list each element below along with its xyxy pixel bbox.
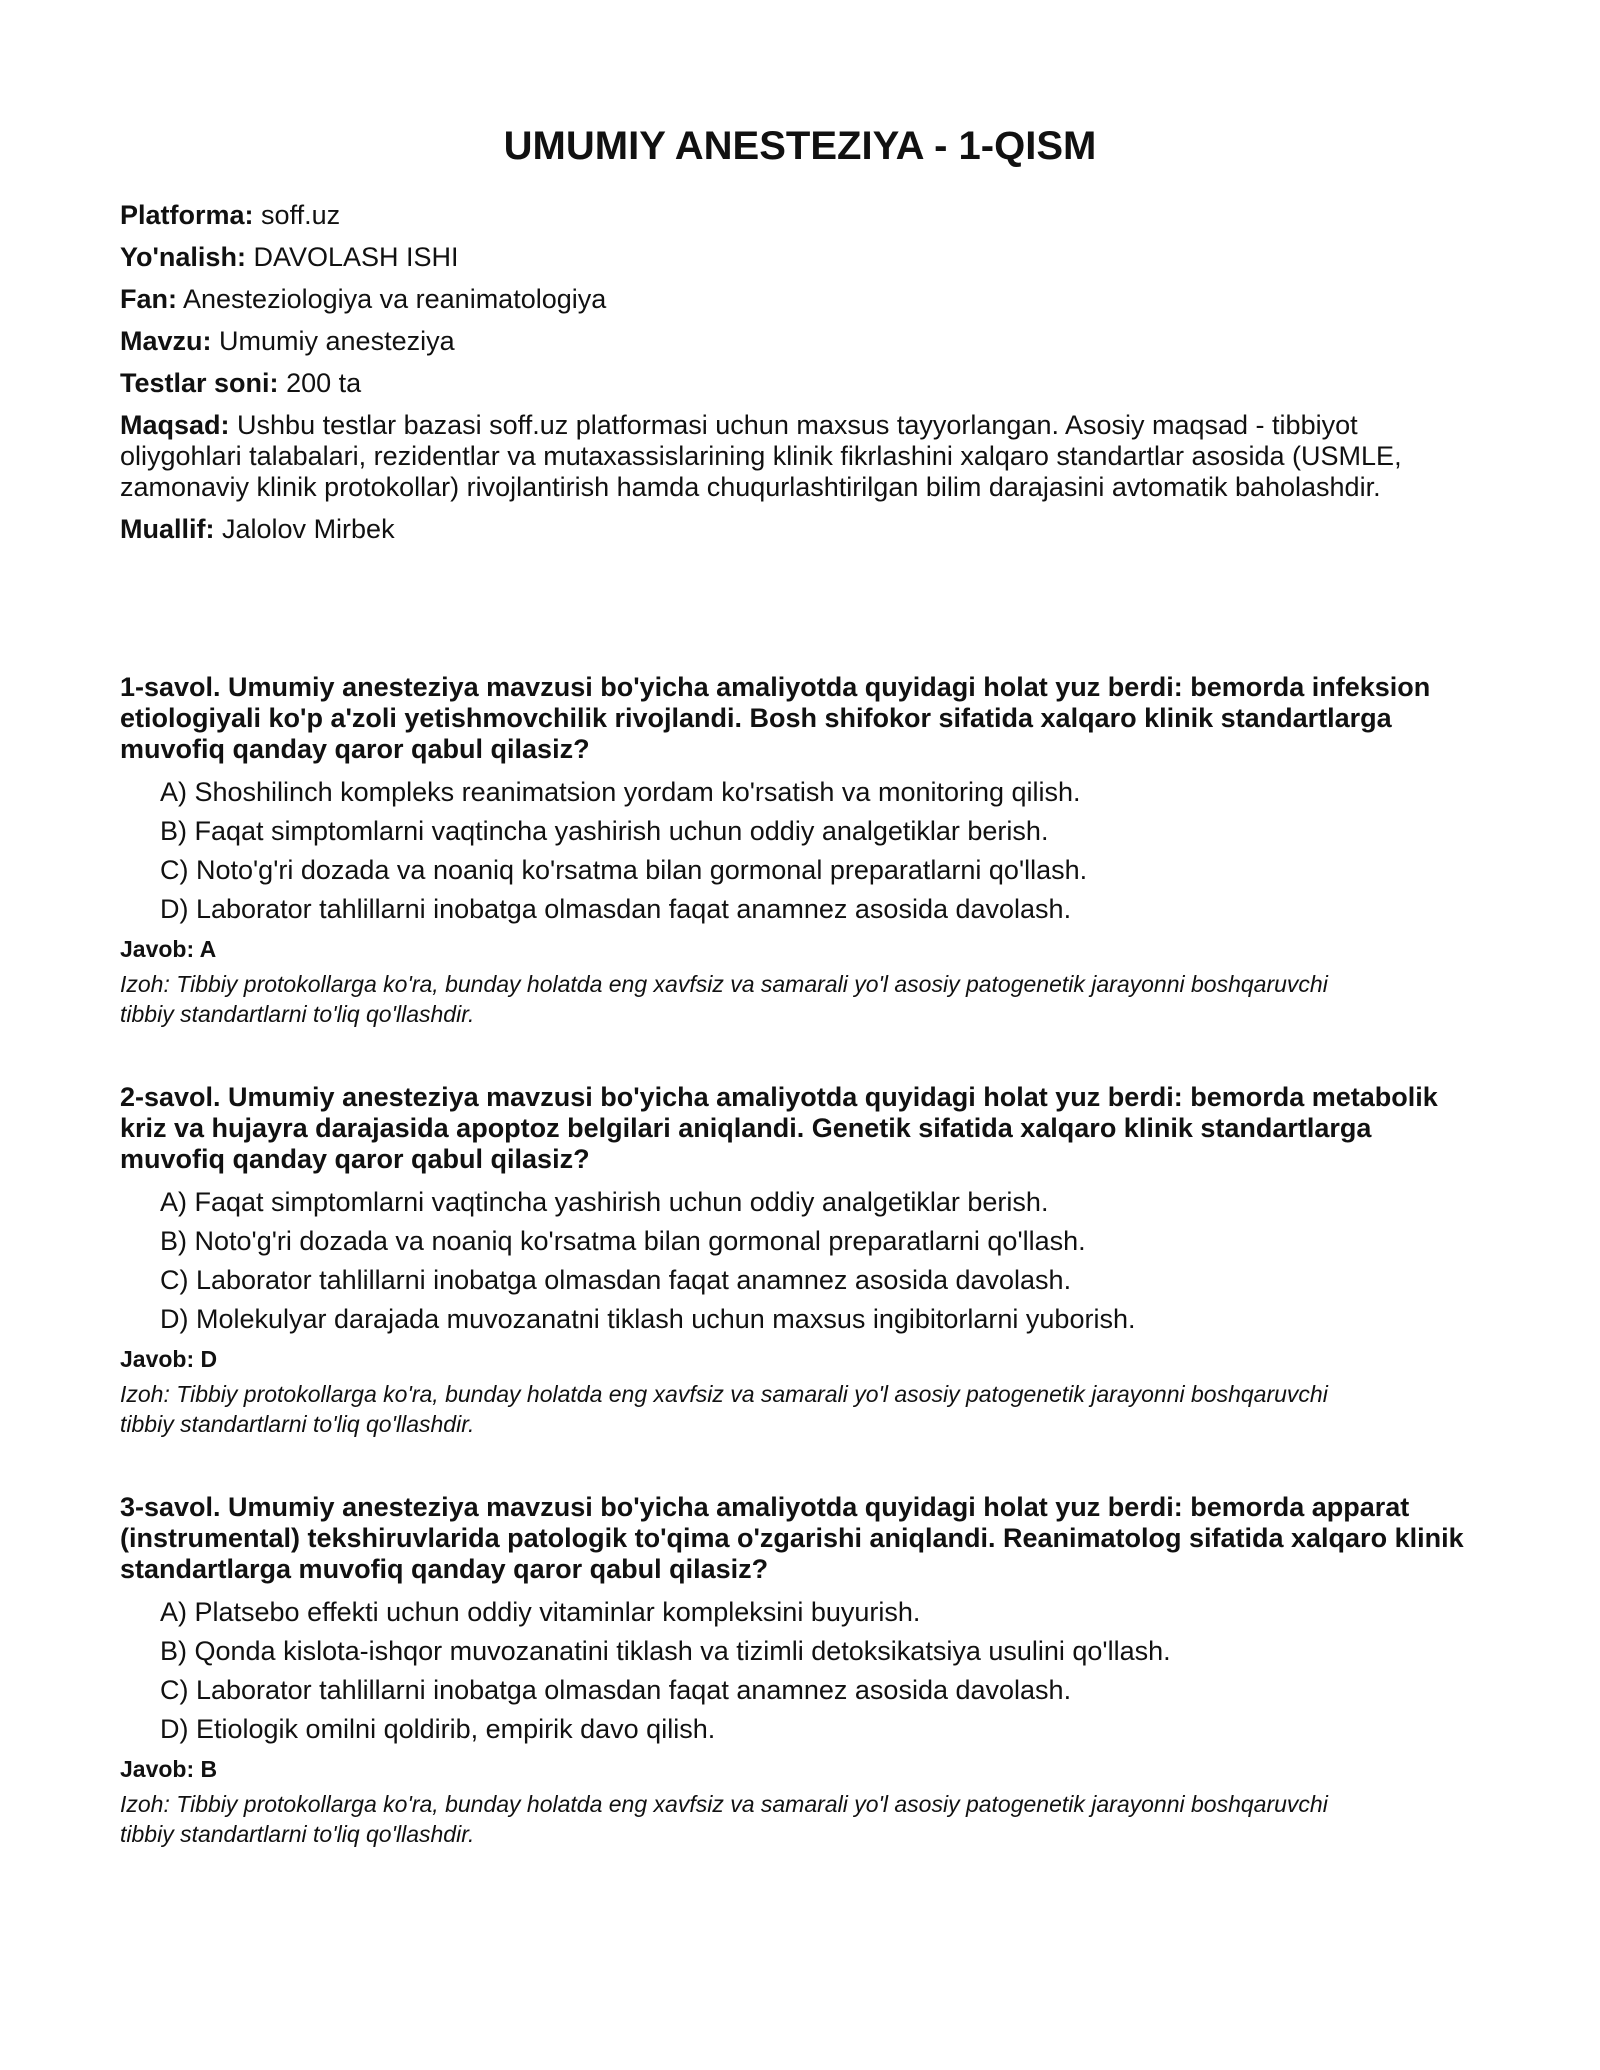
option-d: D) Laborator tahlillarni inobatga olmasdan faqat anamnez asosida davolash. bbox=[160, 894, 1072, 924]
meta-subject bbox=[120, 284, 1480, 315]
meta-value: DAVOLASH ISHI bbox=[253, 242, 459, 272]
meta-direction bbox=[120, 242, 1480, 273]
answer-explanation: Izoh: Tibbiy protokollarga ko'ra, bunday holatda eng xavfsiz va samarali yo'l asosiy patogenetik jarayonni boshqaruvchi tibbiy standartlarni to'liq qo'llashdir. bbox=[120, 1791, 1328, 1847]
correct-answer: Javob: D bbox=[120, 1346, 218, 1372]
answer-options bbox=[120, 1187, 1480, 1335]
option-d: D) Etiologik omilni qoldirib, empirik davo qilish. bbox=[160, 1714, 716, 1744]
option-b: B) Faqat simptomlarni vaqtincha yashirish uchun oddiy analgetiklar berish. bbox=[160, 816, 1049, 846]
question-3 bbox=[120, 1492, 1480, 1902]
meta-value: Jalolov Mirbek bbox=[222, 514, 395, 544]
question-list bbox=[120, 672, 1480, 1902]
answer-options bbox=[120, 777, 1480, 925]
meta-label: Platforma: bbox=[120, 200, 254, 230]
option-c: C) Laborator tahlillarni inobatga olmasdan faqat anamnez asosida davolash. bbox=[160, 1675, 1072, 1705]
question-2 bbox=[120, 1082, 1480, 1492]
meta-purpose bbox=[120, 410, 1480, 503]
question-1 bbox=[120, 672, 1480, 1082]
question-text: 2-savol. Umumiy anesteziya mavzusi bo'yicha amaliyotda quyidagi holat yuz berdi: bemorda metabolik kriz va hujayra darajasida apoptoz belgilari aniqlandi. Genetik sifatida xalqaro klinik standartlarga muvofiq qanday qaror qabul qilasiz? bbox=[120, 1082, 1438, 1174]
meta-label: Fan: bbox=[120, 284, 177, 314]
answer-options bbox=[120, 1597, 1480, 1745]
meta-label: Yo'nalish: bbox=[120, 242, 246, 272]
option-a: A) Shoshilinch kompleks reanimatsion yordam ko'rsatish va monitoring qilish. bbox=[160, 777, 1081, 807]
question-text: 3-savol. Umumiy anesteziya mavzusi bo'yicha amaliyotda quyidagi holat yuz berdi: bemorda apparat (instrumental) tekshiruvlarida patologik to'qima o'zgarishi aniqlandi. Reanimatolog sifatida xalqaro klinik standartlarga muvofiq qanday qaror qabul qilasiz? bbox=[120, 1492, 1464, 1584]
option-b: B) Qonda kislota-ishqor muvozanatini tiklash va tizimli detoksikatsiya usulini qo'llash. bbox=[160, 1636, 1171, 1666]
meta-author bbox=[120, 514, 1480, 545]
correct-answer: Javob: B bbox=[120, 1756, 218, 1782]
meta-value: Ushbu testlar bazasi soff.uz platformasi uchun maxsus tayyorlangan. Asosiy maqsad - tibbiyot oliygohlari talabalari, rezidentlar va mutaxassislarining klinik fikrlashini xalqaro standartlar asosida (USMLE, zamonaviy klinik protokollar) rivojlantirish hamda chuqurlashtirilgan bilim darajasini avtomatik baholashdir. bbox=[120, 410, 1402, 502]
correct-answer: Javob: A bbox=[120, 936, 217, 962]
option-b: B) Noto'g'ri dozada va noaniq ko'rsatma bilan gormonal preparatlarni qo'llash. bbox=[160, 1226, 1086, 1256]
meta-value: Umumiy anesteziya bbox=[219, 326, 455, 356]
meta-platform bbox=[120, 200, 1480, 231]
answer-explanation: Izoh: Tibbiy protokollarga ko'ra, bunday holatda eng xavfsiz va samarali yo'l asosiy patogenetik jarayonni boshqaruvchi tibbiy standartlarni to'liq qo'llashdir. bbox=[120, 1381, 1328, 1437]
meta-label: Mavzu: bbox=[120, 326, 212, 356]
meta-label: Muallif: bbox=[120, 514, 215, 544]
option-c: C) Laborator tahlillarni inobatga olmasdan faqat anamnez asosida davolash. bbox=[160, 1265, 1072, 1295]
document-title: UMUMIY ANESTEZIYA - 1-QISM bbox=[503, 124, 1097, 168]
option-a: A) Platsebo effekti uchun oddiy vitaminlar kompleksini buyurish. bbox=[160, 1597, 921, 1627]
meta-value: 200 ta bbox=[286, 368, 362, 398]
answer-explanation: Izoh: Tibbiy protokollarga ko'ra, bunday holatda eng xavfsiz va samarali yo'l asosiy patogenetik jarayonni boshqaruvchi tibbiy standartlarni to'liq qo'llashdir. bbox=[120, 971, 1328, 1027]
meta-label: Maqsad: bbox=[120, 410, 230, 440]
meta-value: soff.uz bbox=[261, 200, 341, 230]
meta-test-count bbox=[120, 368, 1480, 399]
meta-value: Anesteziologiya va reanimatologiya bbox=[183, 284, 607, 314]
meta-topic bbox=[120, 326, 1480, 357]
option-c: C) Noto'g'ri dozada va noaniq ko'rsatma bilan gormonal preparatlarni qo'llash. bbox=[160, 855, 1088, 885]
document-metadata bbox=[120, 200, 1480, 556]
question-text: 1-savol. Umumiy anesteziya mavzusi bo'yicha amaliyotda quyidagi holat yuz berdi: bemorda infeksion etiologiyali ko'p a'zoli yetishmovchilik rivojlandi. Bosh shifokor sifatida xalqaro klinik standartlarga muvofiq qanday qaror qabul qilasiz? bbox=[120, 672, 1431, 764]
option-a: A) Faqat simptomlarni vaqtincha yashirish uchun oddiy analgetiklar berish. bbox=[160, 1187, 1049, 1217]
option-d: D) Molekulyar darajada muvozanatni tiklash uchun maxsus ingibitorlarni yuborish. bbox=[160, 1304, 1136, 1334]
meta-label: Testlar soni: bbox=[120, 368, 279, 398]
